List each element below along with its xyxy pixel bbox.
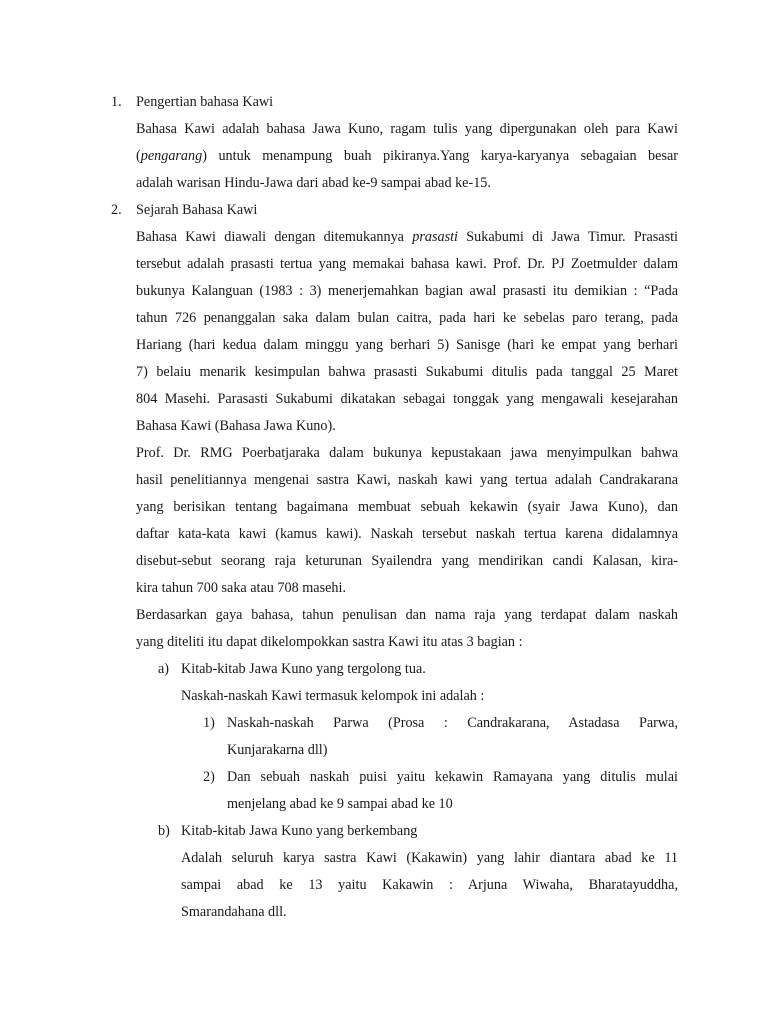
point-2-line-1: Dan sebuah naskah puisi yaitu kekawin Ramayana yang ditulis mulai bbox=[227, 769, 678, 785]
section-1-number: 1. bbox=[111, 94, 122, 110]
section-2-number: 2. bbox=[111, 202, 122, 218]
s2-p1-line-1-text: Bahasa Kawi diawali dengan ditemukannya prasasti Sukabumi di Jawa Timur. Prasasti bbox=[136, 229, 678, 245]
subitem-b-line-3: Smarandahana dll. bbox=[181, 904, 287, 920]
s2-p2-line-2: hasil penelitiannya mengenai sastra Kawi, naskah kawi yang tertua adalah Candrakarana bbox=[136, 472, 678, 488]
subitem-a-label: a) bbox=[158, 661, 170, 677]
s2-p2-line-3: yang berisikan tentang bagaimana membuat sebuah kekawin (syair Jawa Kuno), dan bbox=[136, 499, 678, 515]
s1-p1-line-2 bbox=[136, 146, 678, 166]
subitem-a-intro: Naskah-naskah Kawi termasuk kelompok ini adalah : bbox=[181, 688, 485, 704]
s1-p1-line-1: Bahasa Kawi adalah bahasa Jawa Kuno, ragam tulis yang dipergunakan oleh para Kawi bbox=[136, 121, 678, 137]
s2-p1-line-4: tahun 726 penanggalan saka dalam bulan caitra, pada hari ke sebelas paro terang, pada bbox=[136, 310, 678, 326]
point-2-line-2: menjelang abad ke 9 sampai abad ke 10 bbox=[227, 796, 453, 812]
point-2-label: 2) bbox=[203, 769, 215, 785]
s2-p3-line-2: yang diteliti itu dapat dikelompokkan sastra Kawi itu atas 3 bagian : bbox=[136, 634, 523, 650]
s2-p1-line-1 bbox=[136, 227, 678, 247]
point-1-line-1: Naskah-naskah Parwa (Prosa : Candrakarana, Astadasa Parwa, bbox=[227, 715, 678, 731]
subitem-b-label: b) bbox=[158, 823, 170, 839]
subitem-b-line-2: sampai abad ke 13 yaitu Kakawin : Arjuna Wiwaha, Bharatayuddha, bbox=[181, 877, 678, 893]
s2-p2-line-6: kira tahun 700 saka atau 708 masehi. bbox=[136, 580, 346, 596]
s2-p2-line-5: disebut-sebut seorang raja keturunan Syailendra yang mendirikan candi Kalasan, kira- bbox=[136, 553, 678, 569]
section-1-heading: Pengertian bahasa Kawi bbox=[136, 94, 274, 110]
s1-p1-line-2-text: (pengarang) untuk menampung buah pikiranya.Yang karya-karyanya sebagaian besar bbox=[136, 148, 678, 164]
section-2-heading: Sejarah Bahasa Kawi bbox=[136, 202, 258, 218]
s2-p1-line-2: tersebut adalah prasasti tertua yang memakai bahasa kawi. Prof. Dr. PJ Zoetmulder dalam bbox=[136, 256, 678, 272]
subitem-b-line-1: Adalah seluruh karya sastra Kawi (Kakawin) yang lahir diantara abad ke 11 bbox=[181, 850, 678, 866]
s2-p1-line-7: 804 Masehi. Parasasti Sukabumi dikatakan sebagai tonggak yang mengawali kesejarahan bbox=[136, 391, 678, 407]
s2-p1-line-5: Hariang (hari kedua dalam minggu yang berhari 5) Sanisge (hari ke empat yang berhari bbox=[136, 337, 678, 353]
italic-term: pengarang bbox=[140, 148, 203, 164]
s2-p1-line-8: Bahasa Kawi (Bahasa Jawa Kuno). bbox=[136, 418, 336, 434]
s2-p2-line-1: Prof. Dr. RMG Poerbatjaraka dalam bukunya kepustakaan jawa menyimpulkan bahwa bbox=[136, 445, 678, 461]
s1-p1-line-3: adalah warisan Hindu-Jawa dari abad ke-9 sampai abad ke-15. bbox=[136, 175, 491, 191]
s2-p3-line-1: Berdasarkan gaya bahasa, tahun penulisan dan nama raja yang terdapat dalam naskah bbox=[136, 607, 678, 623]
point-1-line-2: Kunjarakarna dll) bbox=[227, 742, 328, 758]
italic-term: prasasti bbox=[412, 229, 458, 245]
s2-p1-line-3: bukunya Kalanguan (1983 : 3) menerjemahkan bagian awal prasasti itu demikian : “Pada bbox=[136, 283, 678, 299]
s2-p2-line-4: daftar kata-kata kawi (kamus kawi). Naskah tersebut naskah tertua karena didalamnya bbox=[136, 526, 678, 542]
s2-p1-line-6: 7) belaiu menarik kesimpulan bahwa prasasti Sukabumi ditulis pada tanggal 25 Maret bbox=[136, 364, 678, 380]
subitem-a-title: Kitab-kitab Jawa Kuno yang tergolong tua. bbox=[181, 661, 426, 677]
point-1-label: 1) bbox=[203, 715, 215, 731]
subitem-b-title: Kitab-kitab Jawa Kuno yang berkembang bbox=[181, 823, 418, 839]
